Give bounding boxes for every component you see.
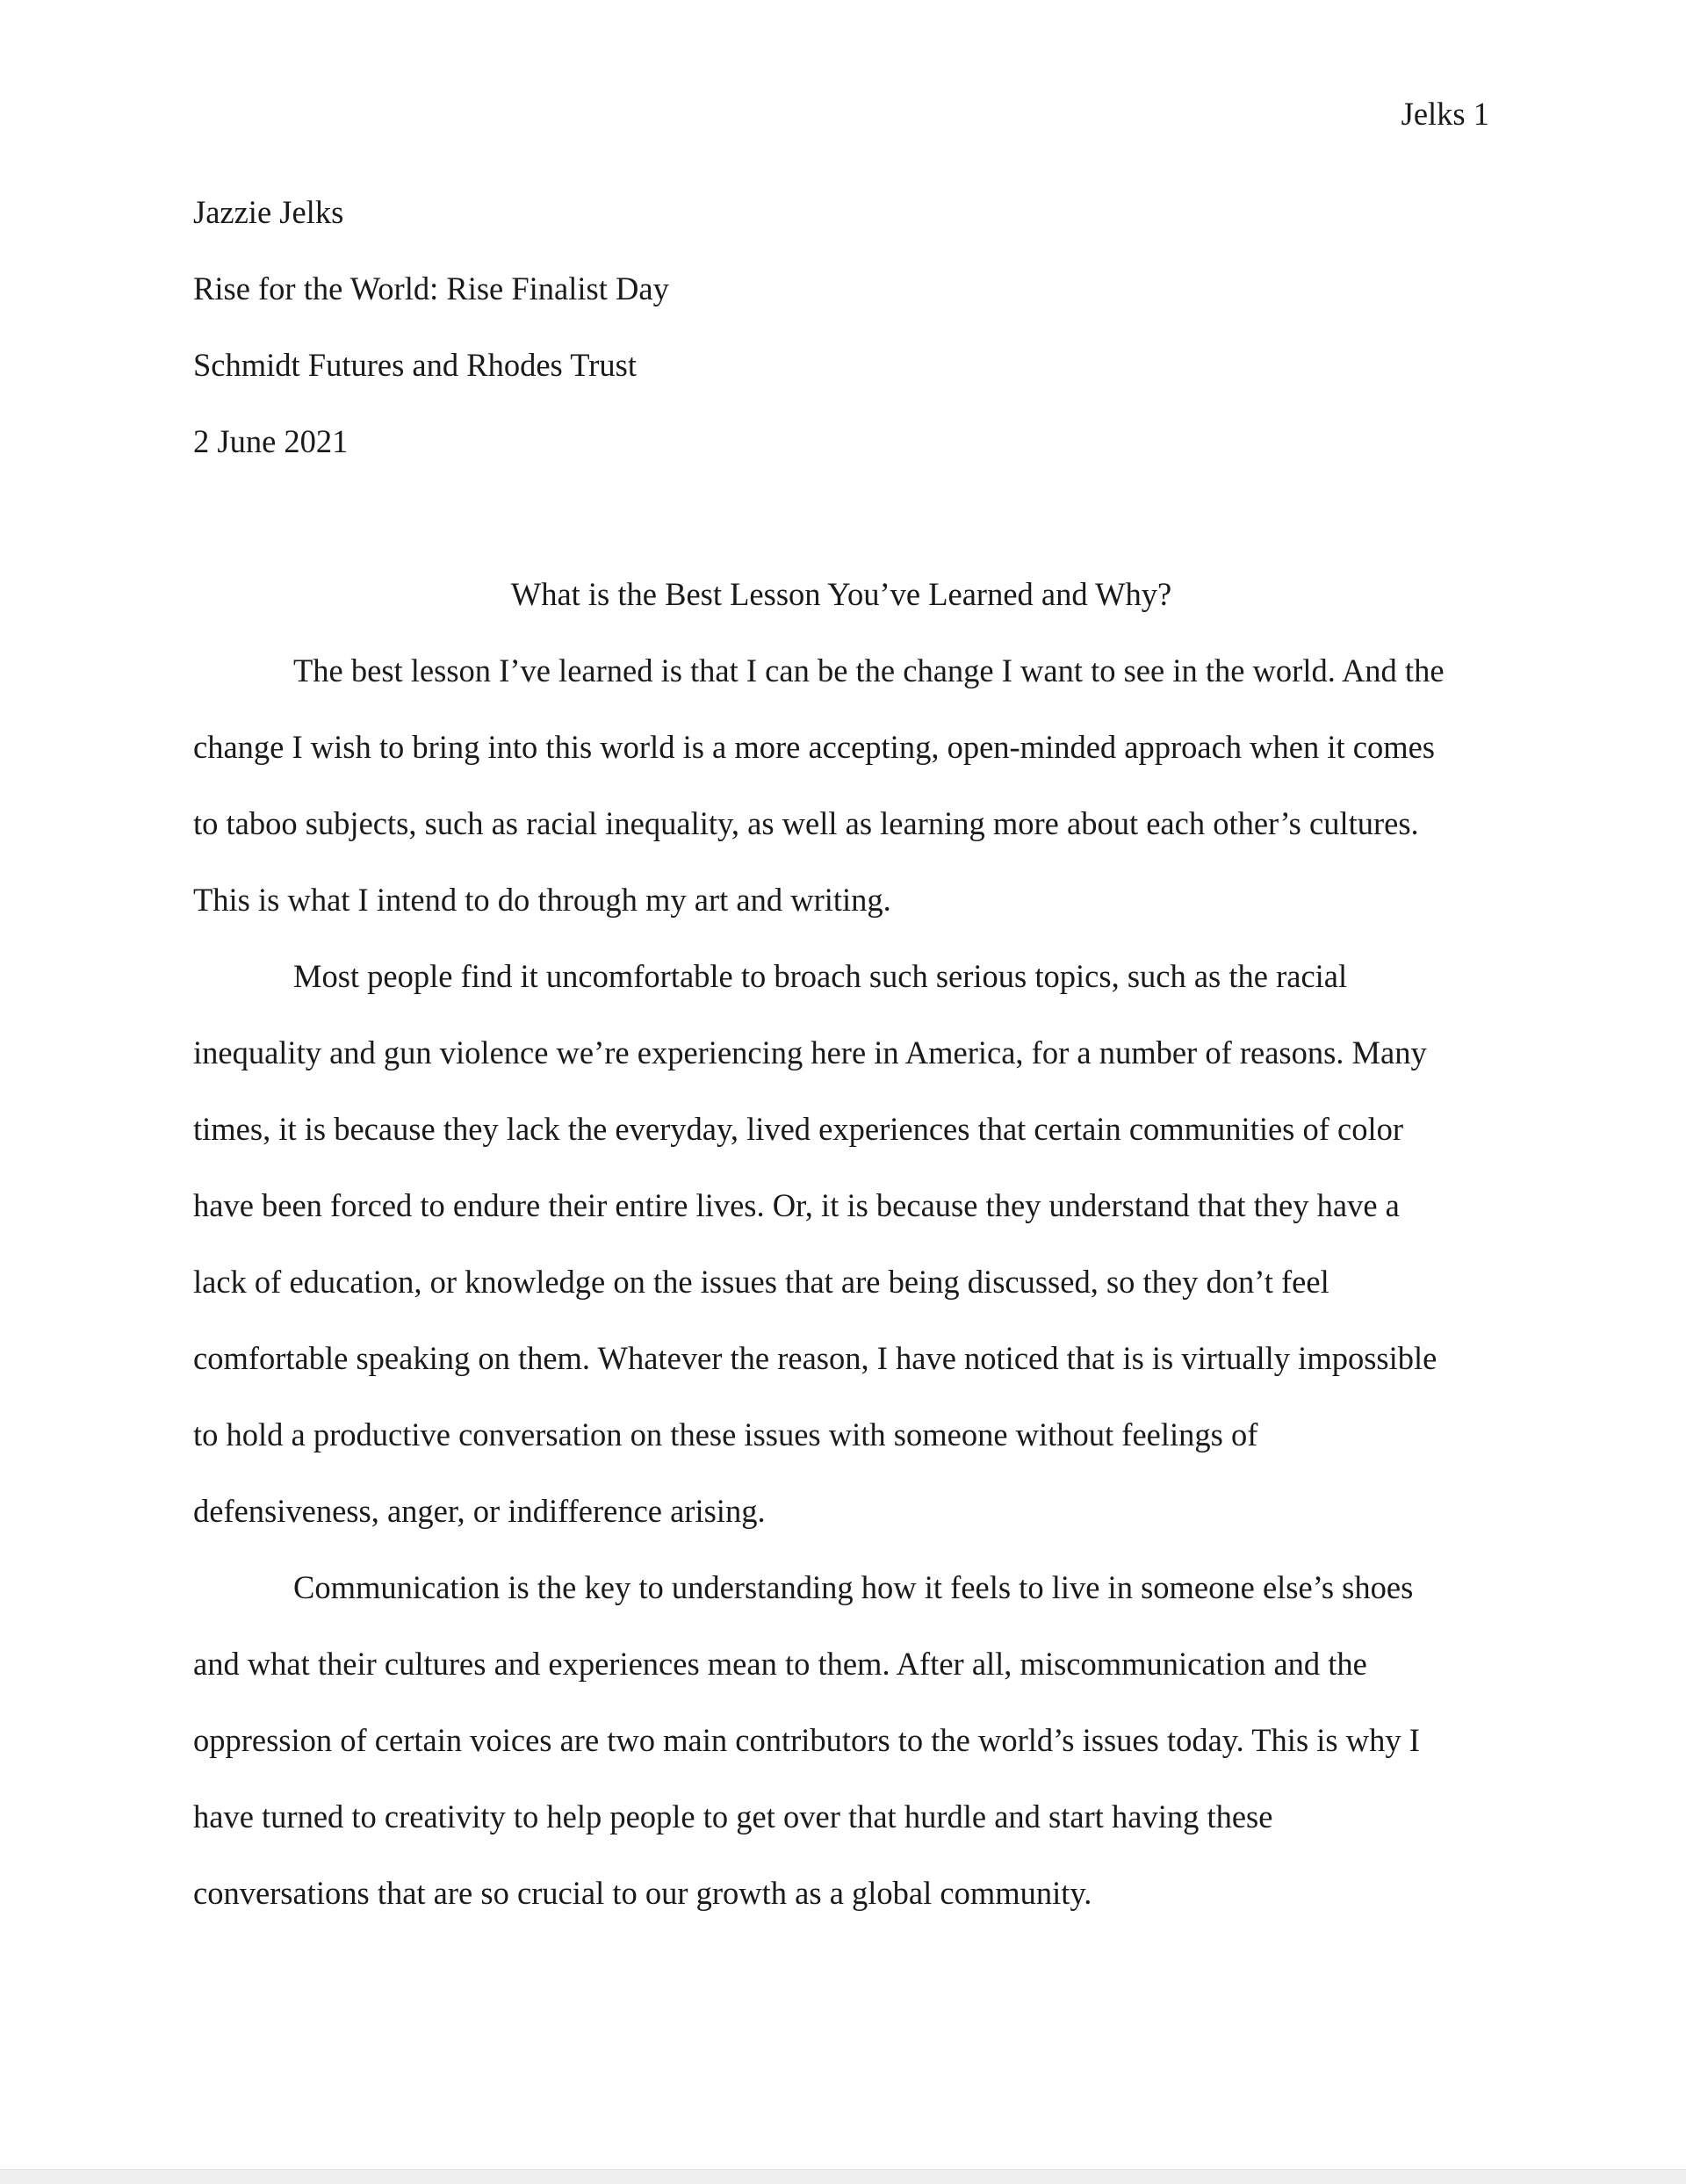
paragraph-line: times, it is because they lack the everyday, lived experiences that certain communities of color — [193, 1111, 1404, 1147]
paragraph-line: This is what I intend to do through my art and writing. — [193, 882, 891, 918]
paragraph-1 — [193, 632, 1489, 938]
paragraph-line: Most people find it uncomfortable to broach such serious topics, such as the racial — [293, 958, 1348, 994]
author-name: Jazzie Jelks — [193, 194, 344, 230]
paragraph-line: The best lesson I’ve learned is that I can be the change I want to see in the world. And the — [293, 652, 1445, 688]
essay-title: What is the Best Lesson You’ve Learned and Why? — [510, 576, 1172, 612]
paragraph-line: to hold a productive conversation on these issues with someone without feelings of — [193, 1416, 1258, 1452]
paragraph-line: Communication is the key to understanding how it feels to live in someone else’s shoes — [293, 1569, 1414, 1605]
paragraph-line: and what their cultures and experiences mean to them. After all, miscommunication and the — [193, 1646, 1367, 1682]
paragraph-line: have been forced to endure their entire lives. Or, it is because they understand that they have a — [193, 1187, 1400, 1223]
paragraph-line: change I wish to bring into this world is a more accepting, open-minded approach when it comes — [193, 729, 1436, 765]
paragraph-3 — [193, 1549, 1489, 1931]
mla-heading — [193, 174, 1489, 479]
paragraph-line: to taboo subjects, such as racial inequality, as well as learning more about each other’s cultures. — [193, 805, 1419, 841]
essay-body — [193, 632, 1489, 1931]
paragraph-line: have turned to creativity to help people to get over that hurdle and start having these — [193, 1798, 1273, 1834]
paragraph-line: defensiveness, anger, or indifference arising. — [193, 1493, 766, 1529]
paragraph-2 — [193, 938, 1489, 1549]
paragraph-line: comfortable speaking on them. Whatever the reason, I have noticed that is is virtually impossible — [193, 1340, 1437, 1376]
paragraph-line: conversations that are so crucial to our growth as a global community. — [193, 1875, 1092, 1911]
running-header-page-number: Jelks 1 — [1401, 96, 1489, 132]
page-bottom-edge — [0, 2169, 1686, 2184]
instructor-name: Schmidt Futures and Rhodes Trust — [193, 347, 637, 383]
paragraph-line: inequality and gun violence we’re experiencing here in America, for a number of reasons. Many — [193, 1034, 1427, 1070]
course-name: Rise for the World: Rise Finalist Day — [193, 270, 669, 306]
paragraph-line: lack of education, or knowledge on the issues that are being discussed, so they don’t feel — [193, 1264, 1329, 1300]
paragraph-line: oppression of certain voices are two main contributors to the world’s issues today. This is why I — [193, 1722, 1420, 1758]
document-date: 2 June 2021 — [193, 423, 349, 459]
